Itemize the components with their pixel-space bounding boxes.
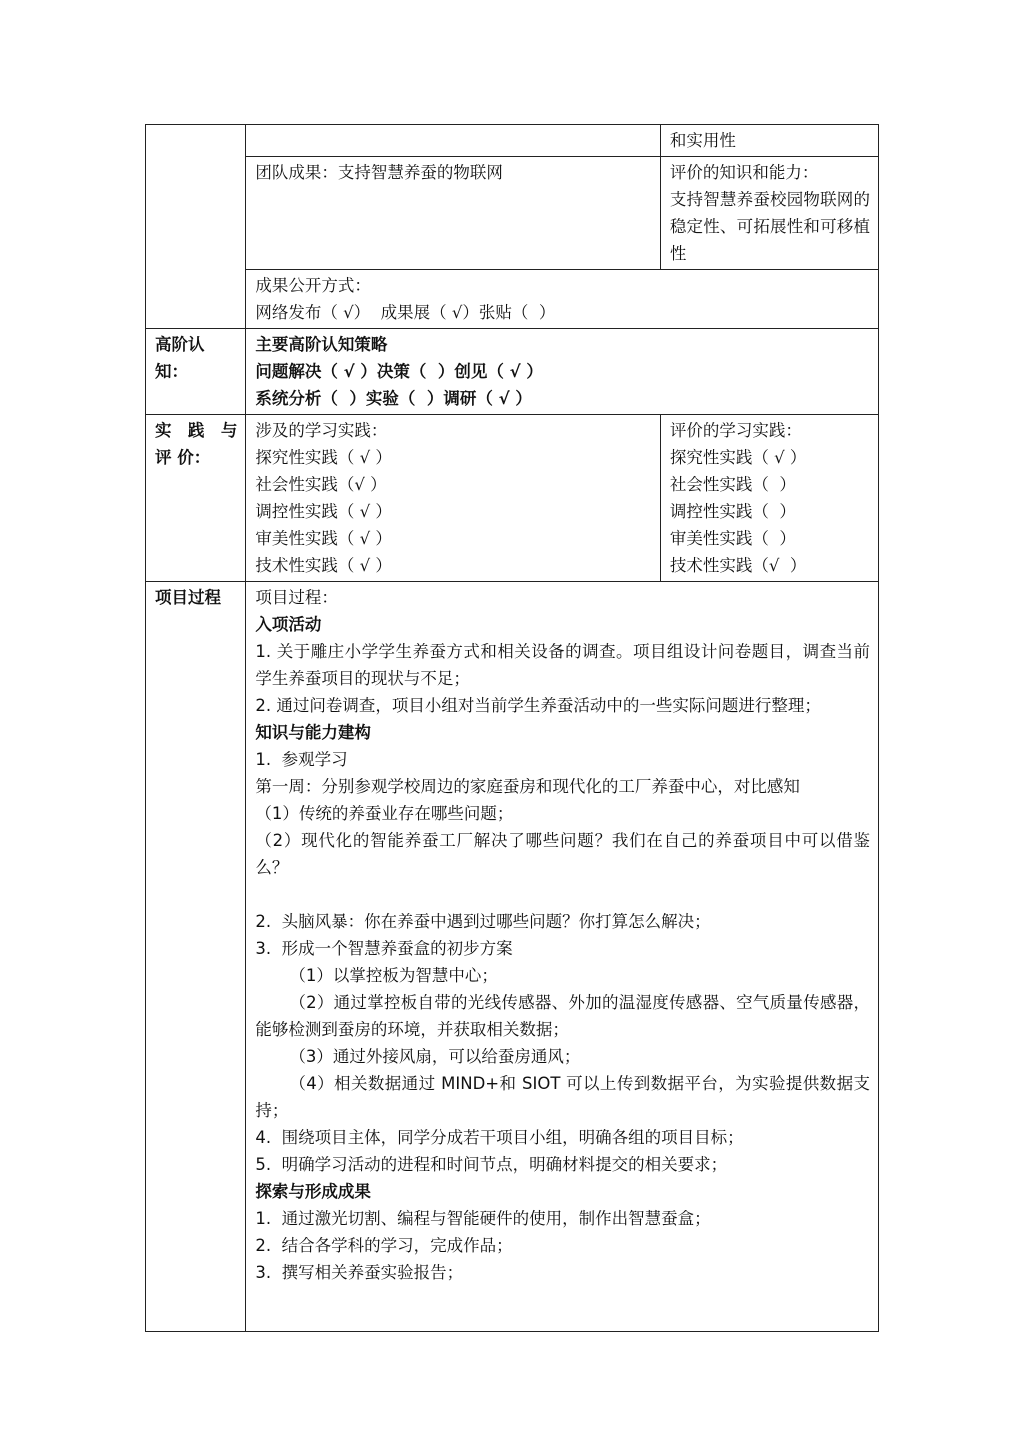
process-paragraph: 3. 形成一个智慧养蚕盒的初步方案 [255, 939, 513, 958]
process-paragraph: 4. 围绕项目主体，同学分成若干项目小组，明确各组的项目目标； [255, 1128, 744, 1147]
process-paragraph: （1）以掌控板为智慧中心； [289, 966, 498, 985]
publish-title: 成果公开方式： [255, 276, 371, 295]
empty-label-cell [146, 125, 246, 329]
list-item: 社会性实践（√ ） [255, 475, 387, 494]
practice-right-cell [660, 415, 878, 582]
cognition-title: 主要高阶认知策略 [255, 335, 388, 354]
process-paragraph: 2. 通过问卷调查，项目小组对当前学生养蚕活动中的一些实际问题进行整理； [255, 696, 821, 715]
cognition-line-2: 系统分析（ ）实验（ ）调研（ √ ） [255, 389, 532, 408]
empty-cell [246, 125, 660, 157]
practice-left-cell [246, 415, 660, 582]
spacer [255, 881, 870, 908]
process-paragraph: （3）通过外接风扇，可以给蚕房通风； [289, 1047, 581, 1066]
practice-right-title: 评价的学习实践： [669, 421, 802, 440]
process-paragraph: 5. 明确学习活动的进程和时间节点，明确材料提交的相关要求； [255, 1155, 728, 1174]
table-row [146, 582, 879, 1332]
list-item: 审美性实践（ ） [669, 529, 796, 548]
list-item: 社会性实践（ ） [669, 475, 796, 494]
table-row [146, 329, 879, 415]
table-row [146, 270, 879, 329]
table-row [146, 125, 879, 157]
team-result-text: 团队成果：支持智慧养蚕的物联网 [255, 163, 503, 182]
process-paragraph: 1. 参观学习 [255, 750, 348, 769]
list-item: 技术性实践（ √ ） [255, 556, 392, 575]
cognition-cell [246, 329, 879, 415]
continued-text: 和实用性 [669, 131, 736, 150]
list-item: 调控性实践（ √ ） [255, 502, 392, 521]
process-paragraph: 第一周：分别参观学校周边的家庭蚕房和现代化的工厂养蚕中心，对比感知 [255, 777, 800, 796]
process-paragraph: （4）相关数据通过 MIND+和 SIOT 可以上传到数据平台，为实验提供数据支持； [255, 1074, 870, 1120]
process-paragraph: （1）传统的养蚕业存在哪些问题； [255, 804, 514, 823]
section-heading-entry: 入项活动 [255, 615, 322, 634]
process-paragraph: （2）现代化的智能养蚕工厂解决了哪些问题？我们在自己的养蚕项目中可以借鉴么？ [255, 831, 870, 877]
cognition-label: 高阶认知： [146, 329, 246, 415]
continued-text-cell [660, 125, 878, 157]
process-cell [246, 582, 879, 1332]
process-paragraph: 1. 关于雕庄小学学生养蚕方式和相关设备的调查。项目组设计问卷题目，调查当前学生养蚕项目的现状与不足； [255, 642, 870, 688]
process-label: 项目过程 [146, 582, 246, 1332]
table-row [146, 157, 879, 270]
cognition-line-1: 问题解决（ √ ）决策（ ）创见（ √ ） [255, 362, 543, 381]
process-paragraph: 1. 通过激光切割、编程与智能硬件的使用，制作出智慧蚕盒； [255, 1209, 711, 1228]
publish-options: 网络发布（ √） 成果展（ √）张贴（ ） [255, 303, 556, 322]
section-heading-knowledge: 知识与能力建构 [255, 723, 371, 742]
team-result-cell [246, 157, 660, 270]
process-paragraph: （2）通过掌控板自带的光线传感器、外加的温湿度传感器、空气质量传感器，能够检测到蚕房的环境，并获取相关数据； [255, 993, 870, 1039]
evaluation-title: 评价的知识和能力： [669, 163, 819, 182]
process-paragraph: 3. 撰写相关养蚕实验报告； [255, 1263, 464, 1282]
practice-label: 实 践 与 评 价： [146, 415, 246, 582]
table-row [146, 415, 879, 582]
list-item: 探究性实践（ √ ） [255, 448, 392, 467]
process-paragraph: 2. 结合各学科的学习，完成作品； [255, 1236, 513, 1255]
process-paragraph: 2. 头脑风暴：你在养蚕中遇到过哪些问题？你打算怎么解决； [255, 912, 711, 931]
list-item: 审美性实践（ √ ） [255, 529, 392, 548]
publish-cell [246, 270, 879, 329]
list-item: 技术性实践（√ ） [669, 556, 807, 575]
section-heading-explore: 探索与形成成果 [255, 1182, 371, 1201]
evaluation-body: 支持智慧养蚕校园物联网的稳定性、可拓展性和可移植性 [669, 190, 870, 263]
process-intro: 项目过程： [255, 588, 338, 607]
list-item: 调控性实践（ ） [669, 502, 796, 521]
practice-left-title: 涉及的学习实践： [255, 421, 388, 440]
evaluation-cell [660, 157, 878, 270]
project-table [145, 124, 879, 1332]
list-item: 探究性实践（ √ ） [669, 448, 807, 467]
